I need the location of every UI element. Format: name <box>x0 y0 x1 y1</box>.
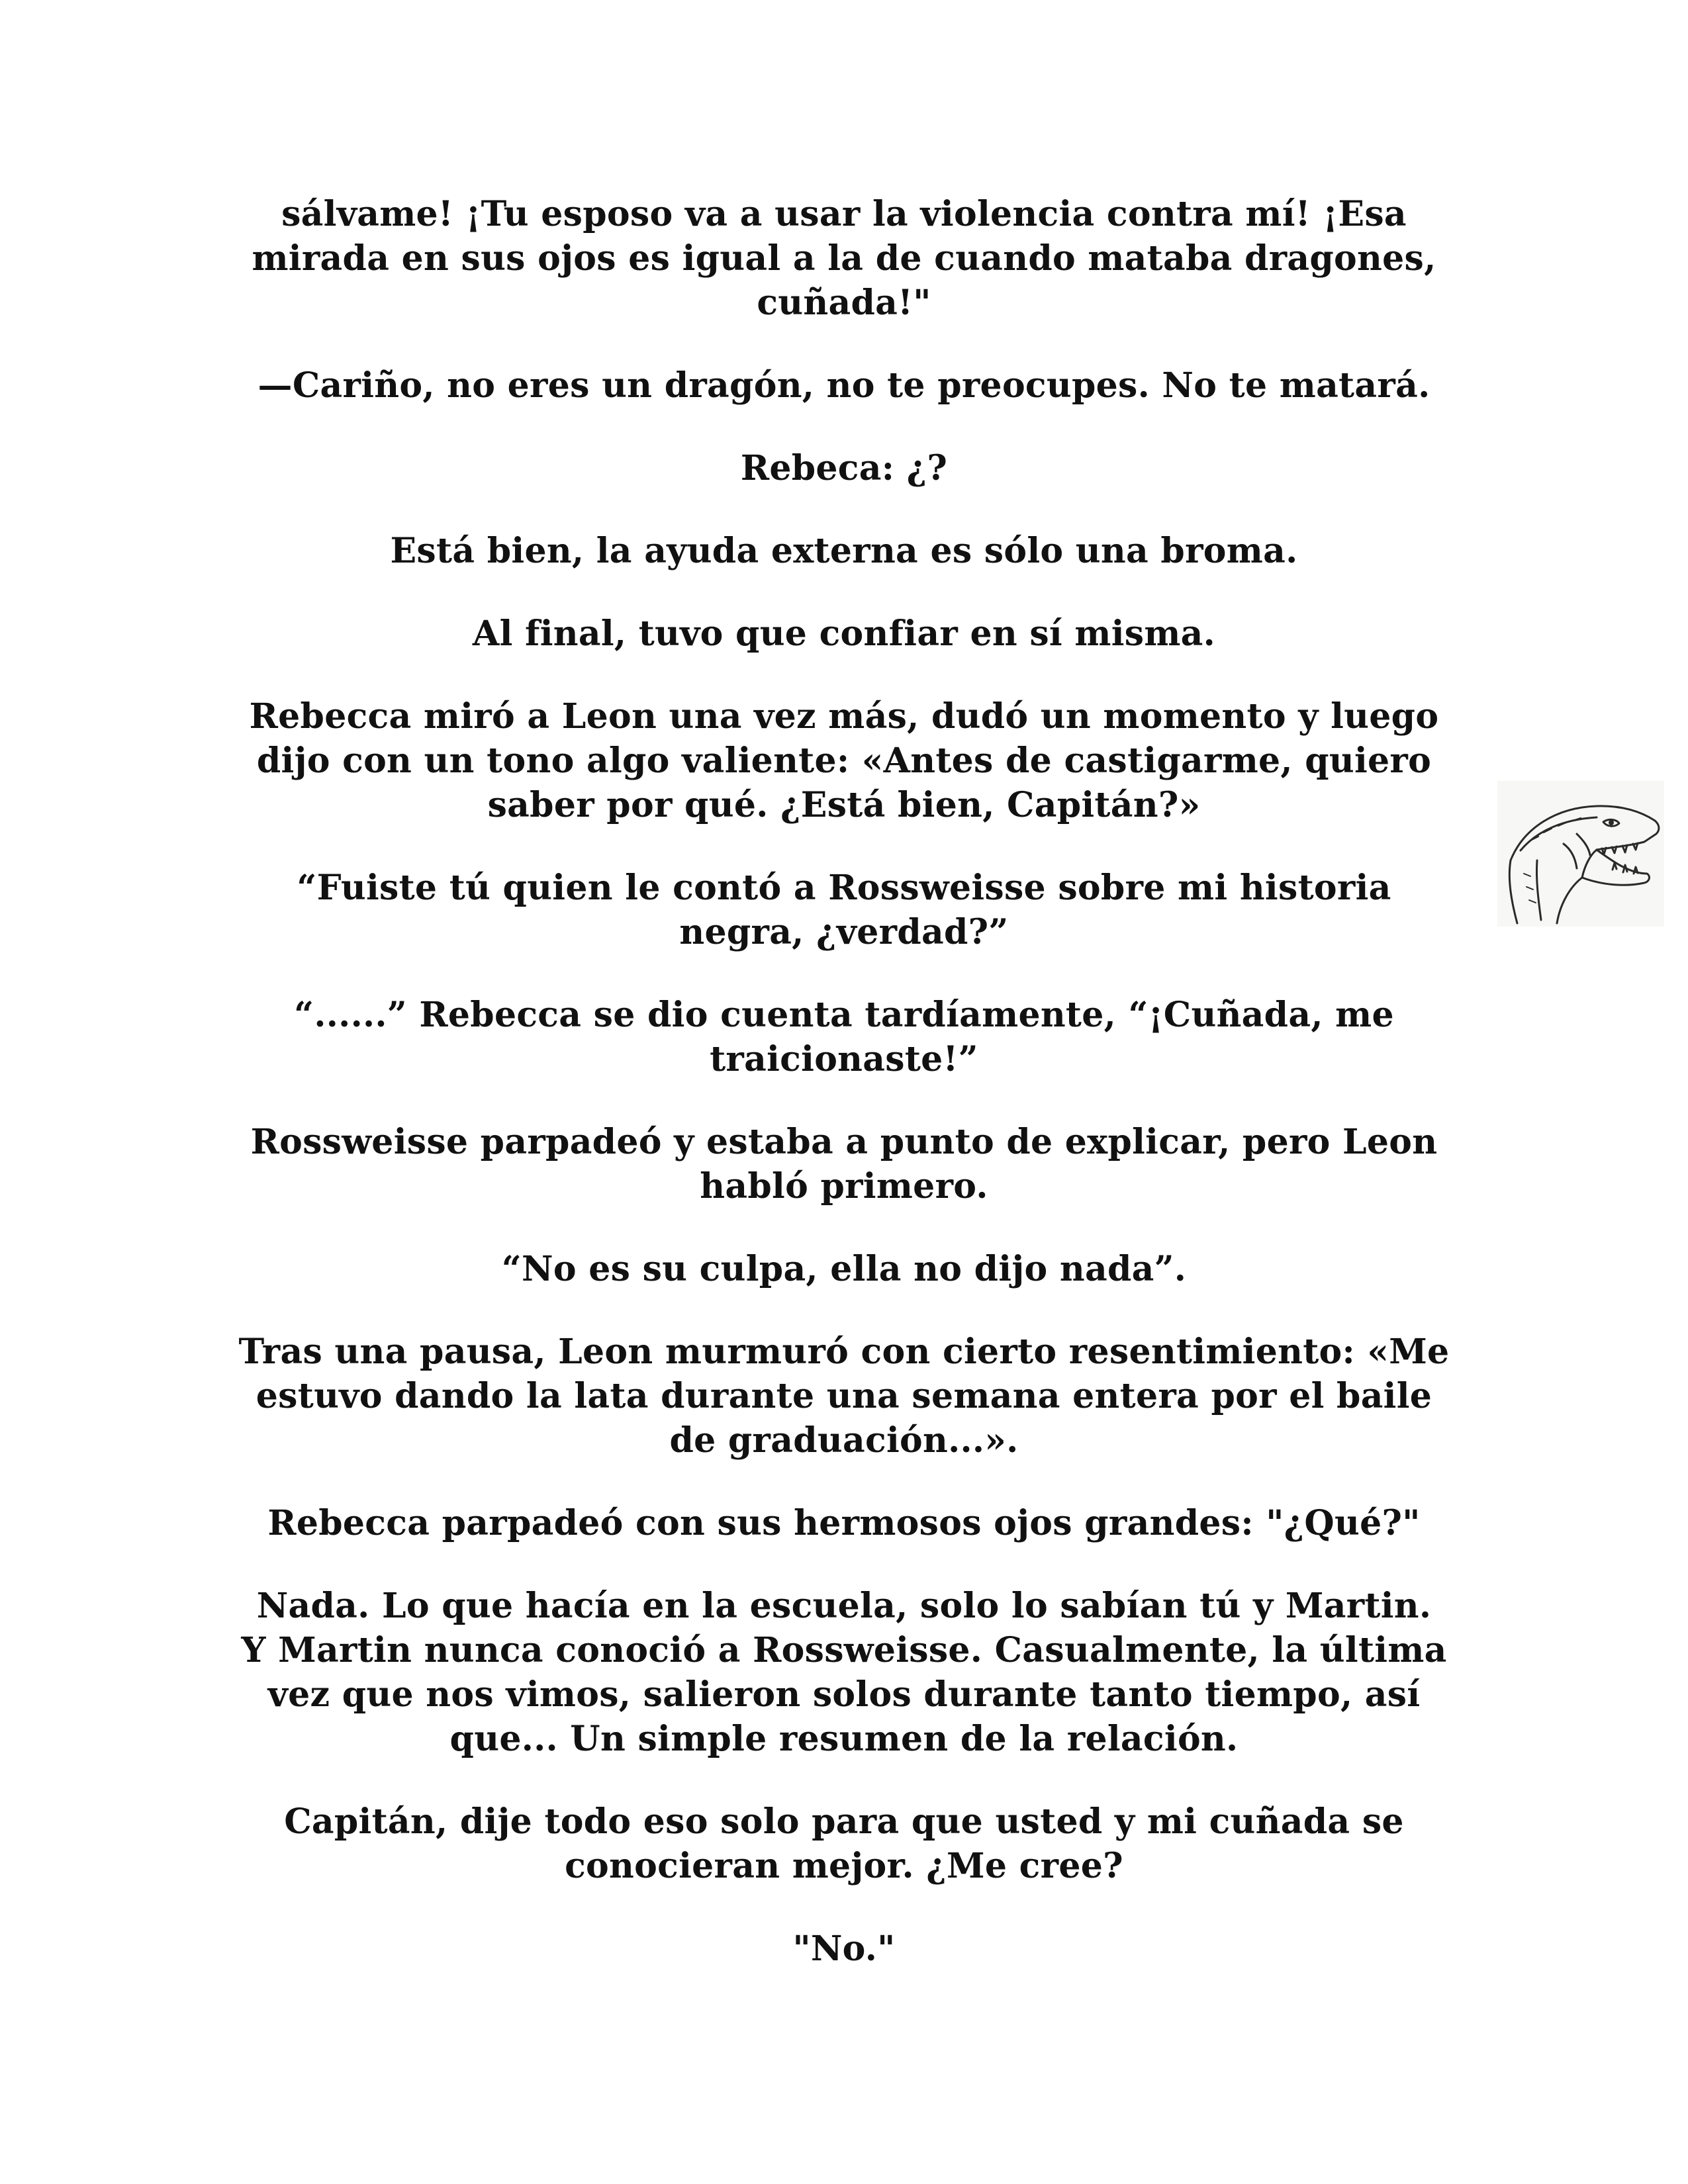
paragraph: Rebeca: ¿? <box>740 448 948 488</box>
paragraph: Rossweisse parpadeó y estaba a punto de explicar, pero Leon habló primero. <box>250 1122 1438 1206</box>
paragraph: “No es su culpa, ella no dijo nada”. <box>501 1249 1187 1289</box>
paragraph: “Fuiste tú quien le contó a Rossweisse sobre mi historia negra, ¿verdad?” <box>297 868 1391 952</box>
paragraph: Rebecca miró a Leon una vez más, dudó un momento y luego dijo con un tono algo valiente: «Antes de castigarme, quiero saber por qué. ¿Está bien, Capitán?» <box>249 696 1439 825</box>
paragraph: Al final, tuvo que confiar en sí misma. <box>472 614 1216 654</box>
paragraph: Está bien, la ayuda externa es sólo una broma. <box>390 531 1298 571</box>
paragraph: "No." <box>792 1929 896 1969</box>
paragraph: “......” Rebecca se dio cuenta tardíamente, “¡Cuñada, me traicionaste!” <box>294 995 1394 1079</box>
paragraph: Rebecca parpadeó con sus hermosos ojos grandes: "¿Qué?" <box>267 1503 1421 1543</box>
paragraph: Tras una pausa, Leon murmuró con cierto resentimiento: «Me estuvo dando la lata durante una semana entera por el baile de graduación...». <box>238 1332 1450 1461</box>
paragraph: sálvame! ¡Tu esposo va a usar la violencia contra mí! ¡Esa mirada en sus ojos es igual a la de cuando mataba dragones, cuñada!" <box>252 194 1436 323</box>
paragraph: Nada. Lo que hacía en la escuela, solo lo sabían tú y Martin. Y Martin nunca conoció a Rossweisse. Casualmente, la última vez que nos vimos, salieron solos durante tanto tiempo, así que... Un simple resumen de la relación. <box>241 1586 1447 1759</box>
dinosaur-head-sketch-icon <box>1497 781 1664 927</box>
paragraph: Capitán, dije todo eso solo para que usted y mi cuñada se conocieran mejor. ¿Me cree? <box>284 1801 1404 1886</box>
body-text <box>238 192 1450 2009</box>
paragraph: —Cariño, no eres un dragón, no te preocupes. No te matará. <box>258 365 1430 406</box>
